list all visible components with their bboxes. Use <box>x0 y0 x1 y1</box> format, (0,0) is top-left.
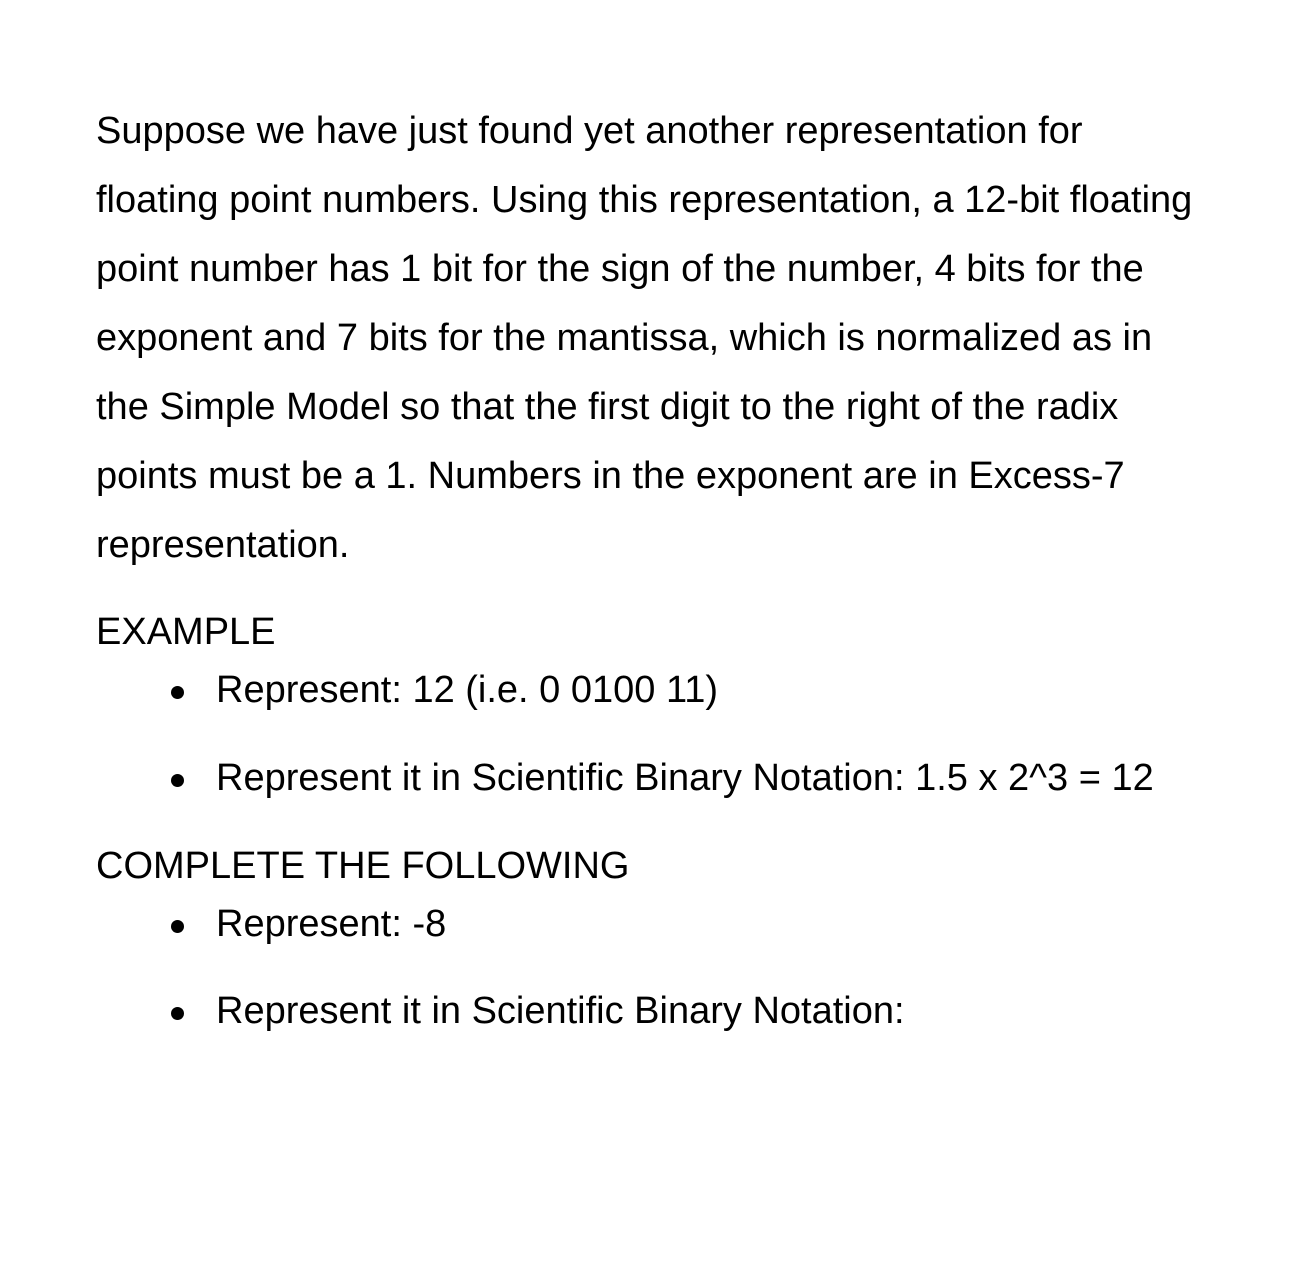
document-body <box>96 0 1206 1046</box>
complete-heading: COMPLETE THE FOLLOWING <box>96 845 630 887</box>
bullet-icon <box>171 1007 184 1020</box>
complete-list <box>96 890 1206 1046</box>
list-item <box>96 890 1156 959</box>
bullet-icon <box>171 686 184 699</box>
list-item <box>96 977 1156 1046</box>
bullet-icon <box>171 774 184 787</box>
list-item-text: Represent: -8 <box>216 903 447 945</box>
bullet-icon <box>171 920 184 933</box>
list-item <box>96 744 1156 813</box>
list-item-text: Represent it in Scientific Binary Notation: 1.5 x 2^3 = 12 <box>216 757 1154 799</box>
example-heading: EXAMPLE <box>96 611 276 653</box>
list-item-text: Represent: 12 (i.e. 0 0100 11) <box>216 669 719 711</box>
list-item <box>96 656 1156 725</box>
intro-paragraph: Suppose we have just found yet another representation for floating point numbers. Using this representation, a 12-bit floating point number has 1 bit for the sign of the number, 4 bits for the exponent and 7 bits for the mantissa, which is normalized as in the Simple Model so that the first digit to the right of the radix points must be a 1. Numbers in the exponent are in Excess-7 representation. <box>96 110 1193 566</box>
example-list <box>96 656 1206 813</box>
list-item-text: Represent it in Scientific Binary Notation: <box>216 990 905 1032</box>
